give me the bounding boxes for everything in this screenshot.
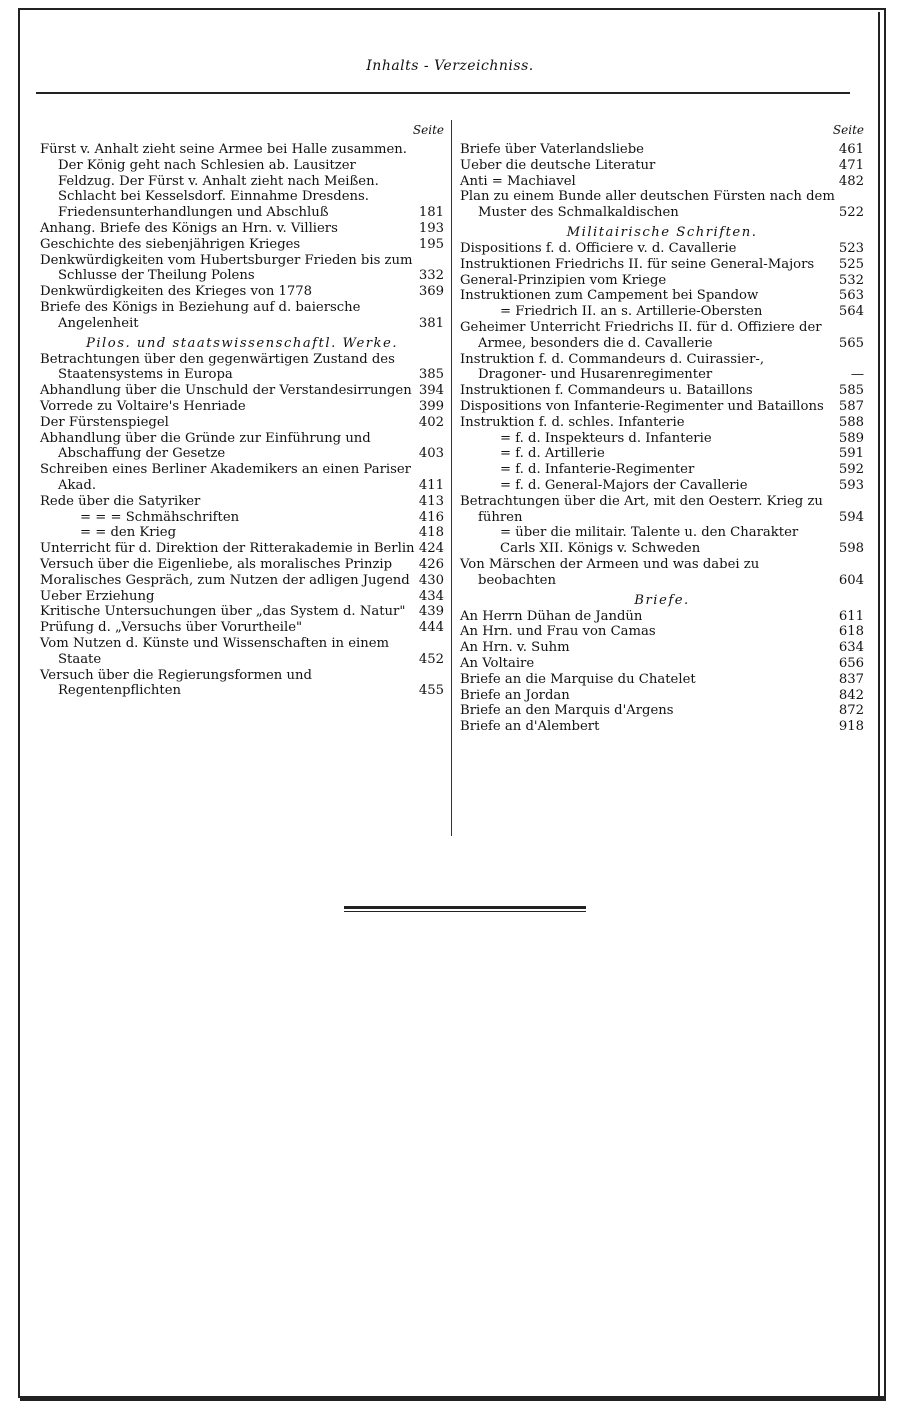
toc-entry-title: = = = Schmähschriften — [80, 509, 240, 525]
toc-entry-page: 618 — [838, 624, 864, 640]
toc-entry-title: Instruktion f. d. schles. Infanterie — [460, 414, 685, 430]
toc-entry-page: 369 — [418, 284, 444, 300]
toc-entry-title: An Herrn Dühan de Jandün — [460, 608, 643, 624]
toc-entry — [40, 620, 444, 636]
toc-entry-page: 594 — [838, 509, 864, 525]
toc-entry — [40, 352, 444, 384]
toc-entry-title: Vorrede zu Voltaire's Henriade — [40, 398, 246, 414]
right-entry-list — [460, 142, 864, 735]
toc-entry-page: 837 — [838, 671, 864, 687]
toc-entry-title: Ueber Erziehung — [40, 588, 155, 604]
toc-entry — [460, 525, 864, 557]
toc-entry — [460, 241, 864, 257]
toc-entry-page: 611 — [838, 608, 864, 624]
toc-entry-page: 563 — [838, 288, 864, 304]
toc-entry-title: Abhandlung über die Unschuld der Verstandesirrungen — [40, 383, 412, 399]
toc-entry-page: 525 — [838, 256, 864, 272]
toc-entry-title: = = den Krieg — [80, 525, 177, 541]
toc-entry-title: Geschichte des siebenjährigen Krieges — [40, 236, 301, 252]
toc-entry — [40, 284, 444, 300]
toc-entry-title: An Hrn. v. Suhm — [460, 640, 570, 656]
toc-entry-title: Vom Nutzen d. Künste und Wissenschaften in einem Staate — [40, 635, 390, 667]
toc-entry-title: Briefe an den Marquis d'Argens — [460, 703, 674, 719]
left-column-header: Seite — [412, 123, 444, 137]
toc-entry-title: Briefe über Vaterlandsliebe — [460, 142, 644, 157]
column-divider — [451, 120, 452, 836]
toc-entry — [460, 273, 864, 289]
toc-entry — [460, 415, 864, 431]
toc-entry-page: 413 — [418, 493, 444, 509]
toc-entry-title: Instruktionen Friedrichs II. für seine General-Majors — [460, 256, 815, 272]
section-heading: Militairische Schriften. — [566, 224, 758, 240]
toc-entry — [40, 541, 444, 557]
toc-entry — [460, 672, 864, 688]
toc-entry-title: General-Prinzipien vom Kriege — [460, 272, 667, 288]
toc-entry-title: Plan zu einem Bunde aller deutschen Fürsten nach dem Muster des Schmalkaldischen — [460, 189, 835, 221]
toc-entry-page: 872 — [838, 703, 864, 719]
toc-entry-title: Denkwürdigkeiten des Krieges von 1778 — [40, 284, 313, 300]
toc-entry-page: 434 — [418, 588, 444, 604]
toc-entry-page: 588 — [838, 414, 864, 430]
toc-entry — [40, 668, 444, 700]
toc-entry-page: 394 — [418, 383, 444, 399]
toc-entry-page: 598 — [838, 541, 864, 557]
toc-entry — [40, 636, 444, 668]
right-column-header: Seite — [832, 123, 864, 137]
toc-entry — [40, 431, 444, 463]
toc-entry-page: 461 — [838, 142, 864, 157]
toc-entry-title: = f. d. Inspekteurs d. Infanterie — [500, 430, 712, 446]
toc-entry-page: 402 — [418, 414, 444, 430]
toc-entry — [460, 189, 864, 221]
toc-entry — [40, 494, 444, 510]
toc-entry — [40, 415, 444, 431]
toc-entry-page: 332 — [418, 268, 444, 284]
toc-entry — [460, 494, 864, 526]
toc-entry — [460, 703, 864, 719]
toc-entry-page: 439 — [418, 604, 444, 620]
toc-entry-page: 403 — [418, 446, 444, 462]
toc-entry-title: Schreiben eines Berliner Akademikers an einen Pariser Akad. — [40, 462, 411, 493]
toc-entry-title: Briefe des Königs in Beziehung auf d. baiersche Angelenheit — [40, 299, 361, 331]
toc-entry-title: Briefe an die Marquise du Chatelet — [460, 671, 696, 687]
toc-entry-title: Rede über die Satyriker — [40, 493, 201, 509]
toc-entry-page: 411 — [418, 477, 444, 493]
toc-entry — [460, 383, 864, 399]
toc-entry-page: 634 — [838, 640, 864, 656]
toc-entry-title: Abhandlung über die Gründe zur Einführung und Abschaffung der Gesetze — [40, 430, 371, 462]
toc-entry-page: 385 — [418, 367, 444, 383]
toc-entry-title: Dispositions von Infanterie-Regimenter und Bataillons — [460, 398, 824, 414]
toc-entry — [40, 557, 444, 573]
toc-entry — [460, 462, 864, 478]
toc-entry-title: = über die militair. Talente u. den Charakter Carls XII. Königs v. Schweden — [500, 525, 799, 557]
toc-entry-page: 587 — [838, 398, 864, 414]
toc-entry — [40, 383, 444, 399]
section-heading: Briefe. — [634, 592, 690, 608]
toc-entry — [460, 624, 864, 640]
toc-entry — [460, 304, 864, 320]
toc-entry — [460, 719, 864, 735]
toc-entry-page: 430 — [418, 572, 444, 588]
toc-entry-title: Betrachtungen über die Art, mit den Oesterr. Krieg zu führen — [460, 493, 823, 525]
toc-entry-page: 522 — [838, 205, 864, 221]
left-entry-list — [40, 142, 444, 699]
toc-entry-title: Briefe an Jordan — [460, 687, 570, 703]
toc-entry-title: Von Märschen der Armeen und was dabei zu beobachten — [460, 556, 760, 588]
toc-entry-page: — — [850, 367, 864, 383]
toc-entry — [40, 399, 444, 415]
toc-entry-title: Ueber die deutsche Literatur — [460, 157, 656, 173]
toc-entry-title: Moralisches Gespräch, zum Nutzen der adligen Jugend — [40, 572, 410, 588]
toc-entry-title: = Friedrich II. an s. Artillerie-Obersten — [500, 304, 763, 320]
toc-entry-title: An Hrn. und Frau von Camas — [460, 624, 656, 640]
toc-entry-title: Versuch über die Eigenliebe, als moralisches Prinzip — [40, 556, 393, 572]
toc-entry-title: = f. d. General-Majors der Cavallerie — [500, 477, 748, 493]
toc-entry-title: Versuch über die Regierungsformen und Regentenpflichten — [40, 667, 312, 699]
toc-entry-title: Fürst v. Anhalt zieht seine Armee bei Halle zusammen. Der König geht nach Schlesien ab. Lausitzer Feldzug. Der Fürst v. Anhalt zieht nach Meißen. Schlacht bei Kesselsdorf. Einnahme Dresdens. Friedensunterhandlungen und Abschluß — [40, 142, 407, 221]
toc-entry-page: 604 — [838, 572, 864, 588]
toc-entry — [460, 352, 864, 384]
toc-entry-title: An Voltaire — [460, 655, 535, 671]
toc-entry — [460, 320, 864, 352]
toc-entry-page: 471 — [838, 157, 864, 173]
toc-entry — [40, 462, 444, 494]
toc-entry — [460, 557, 864, 589]
toc-entry — [460, 656, 864, 672]
toc-entry — [40, 300, 444, 332]
toc-entry — [40, 221, 444, 237]
toc-entry — [40, 510, 444, 526]
toc-entry — [460, 399, 864, 415]
toc-entry-title: Anhang. Briefe des Königs an Hrn. v. Villiers — [40, 220, 338, 236]
toc-entry-page: 444 — [418, 620, 444, 636]
toc-entry-page: 452 — [418, 651, 444, 667]
toc-entry-title: Instruktion f. d. Commandeurs d. Cuirassier-, Dragoner- und Husarenregimenter — [460, 351, 765, 383]
toc-entry-page: 426 — [418, 556, 444, 572]
toc-entry-page: 424 — [418, 541, 444, 557]
toc-entry-title: Briefe an d'Alembert — [460, 719, 600, 735]
toc-entry-page: 195 — [418, 236, 444, 252]
toc-entry — [40, 573, 444, 589]
toc-entry-page: 416 — [418, 509, 444, 525]
toc-entry — [460, 257, 864, 273]
toc-entry-page: 592 — [838, 462, 864, 478]
toc-entry-page: 593 — [838, 477, 864, 493]
toc-entry-page: 656 — [838, 655, 864, 671]
toc-entry-title: Dispositions f. d. Officiere v. d. Cavallerie — [460, 240, 737, 256]
toc-entry-page: 193 — [418, 220, 444, 236]
toc-entry — [460, 431, 864, 447]
toc-entry — [40, 589, 444, 605]
section-heading: Pilos. und staatswissenschaftl. Werke. — [85, 335, 399, 351]
toc-entry-page: 399 — [418, 398, 444, 414]
toc-entry-title: Betrachtungen über den gegenwärtigen Zustand des Staatensystems in Europa — [40, 351, 395, 383]
toc-entry-page: 589 — [838, 430, 864, 446]
toc-entry-page: 181 — [418, 205, 444, 221]
toc-entry-title: = f. d. Infanterie-Regimenter — [500, 462, 695, 478]
toc-entry-title: Prüfung d. „Versuchs über Vorurtheile" — [40, 620, 303, 636]
toc-entry-title: Kritische Untersuchungen über „das System d. Natur" — [40, 604, 406, 620]
toc-entry-page: 564 — [838, 304, 864, 320]
title-rule — [36, 92, 850, 94]
toc-entry-page: 381 — [418, 315, 444, 331]
toc-entry — [40, 525, 444, 541]
toc-entry-page: 455 — [418, 683, 444, 699]
page-bottom-rule — [20, 1398, 886, 1401]
toc-entry — [460, 142, 864, 158]
toc-entry — [460, 609, 864, 625]
toc-entry-title: Instruktionen zum Campement bei Spandow — [460, 288, 759, 304]
toc-entry-title: Anti = Machiavel — [460, 173, 576, 189]
toc-entry — [40, 253, 444, 285]
toc-entry — [460, 688, 864, 704]
toc-entry-page: 842 — [838, 687, 864, 703]
toc-entry-page: 482 — [838, 173, 864, 189]
toc-entry-page: 565 — [838, 335, 864, 351]
toc-entry — [460, 640, 864, 656]
toc-entry-page: 918 — [838, 719, 864, 735]
end-rule — [344, 906, 586, 912]
toc-entry — [460, 174, 864, 190]
left-column — [40, 118, 444, 699]
toc-entry-title: = f. d. Artillerie — [500, 446, 605, 462]
toc-entry-page: 591 — [838, 446, 864, 462]
toc-entry-title: Denkwürdigkeiten vom Hubertsburger Frieden bis zum Schlusse der Theilung Polens — [40, 252, 413, 284]
right-column — [460, 118, 864, 735]
toc-entry — [40, 604, 444, 620]
toc-entry-title: Der Fürstenspiegel — [40, 414, 169, 430]
toc-entry — [460, 158, 864, 174]
toc-entry-page: 418 — [418, 525, 444, 541]
page-title: Inhalts - Verzeichniss. — [366, 58, 534, 74]
toc-entry-page: 585 — [838, 383, 864, 399]
toc-entry-title: Instruktionen f. Commandeurs u. Bataillons — [460, 383, 753, 399]
toc-entry — [40, 142, 444, 221]
toc-entry-page: 532 — [838, 272, 864, 288]
toc-entry-title: Unterricht für d. Direktion der Ritterakademie in Berlin — [40, 541, 415, 557]
toc-entry — [460, 478, 864, 494]
toc-entry — [40, 237, 444, 253]
toc-entry-page: 523 — [838, 240, 864, 256]
toc-entry — [460, 288, 864, 304]
toc-entry — [460, 446, 864, 462]
toc-entry-title: Geheimer Unterricht Friedrichs II. für d. Offiziere der Armee, besonders die d. Cavallerie — [460, 319, 822, 351]
